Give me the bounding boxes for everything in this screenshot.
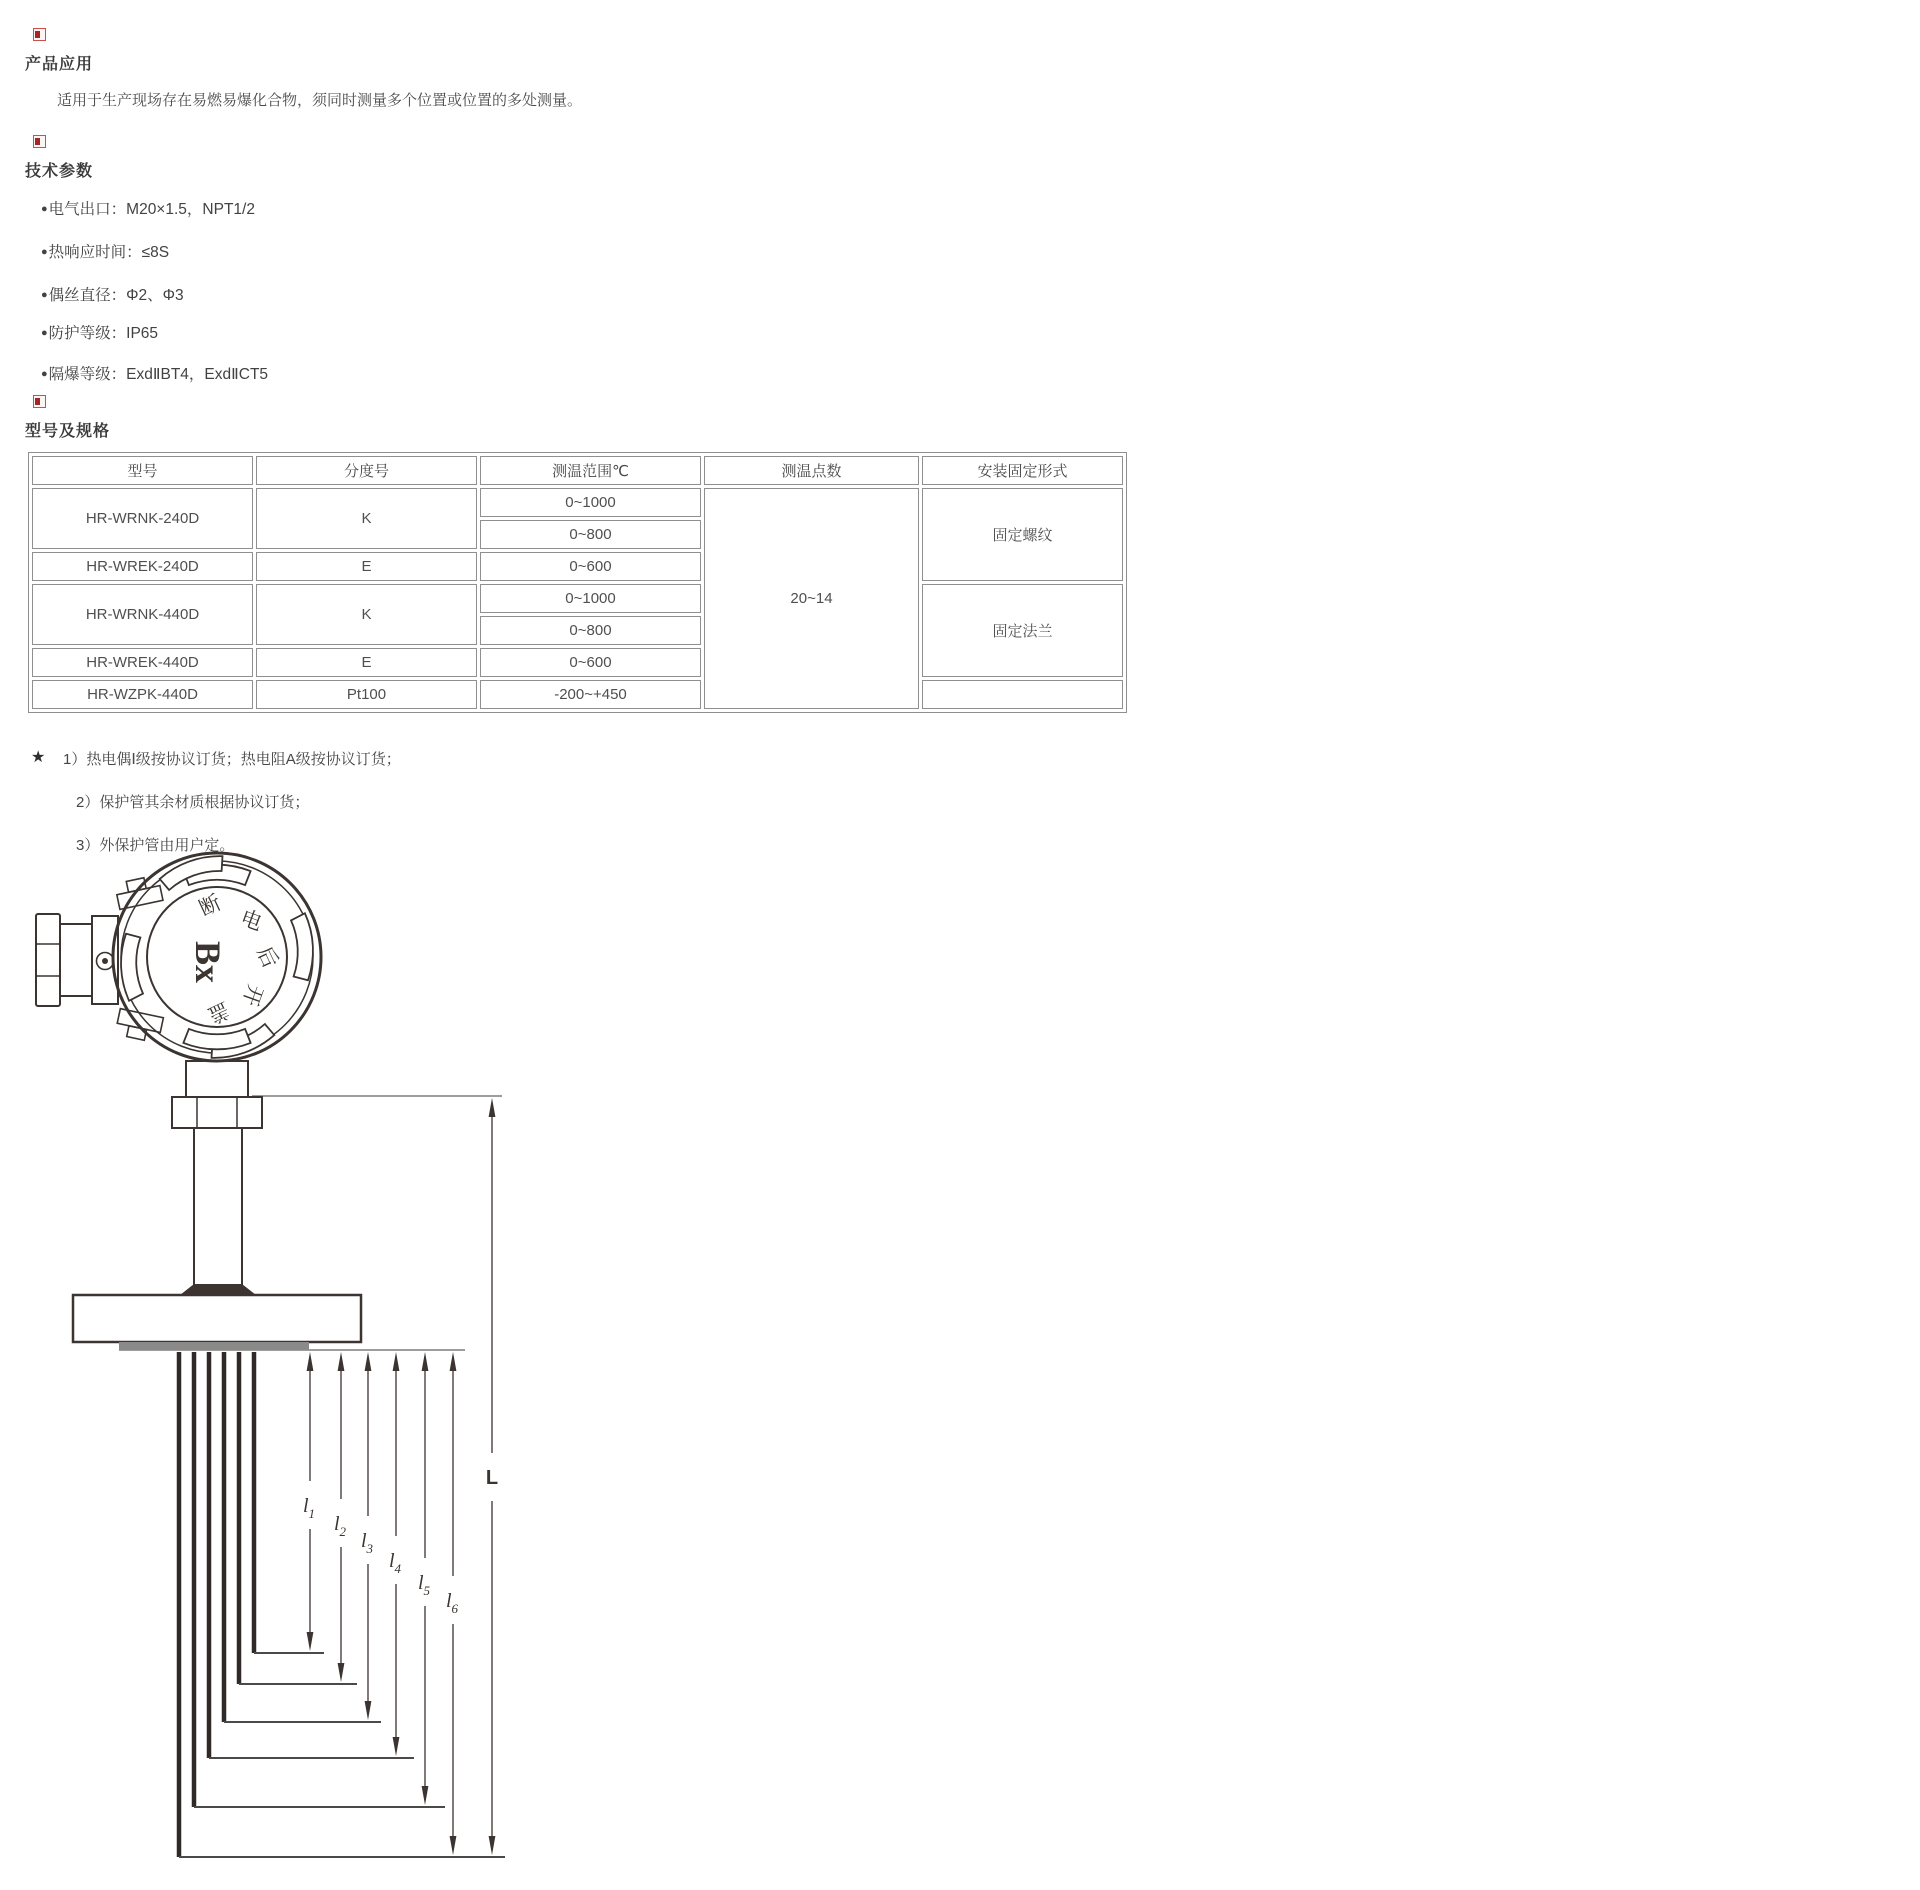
weld-fillet — [180, 1284, 256, 1295]
cell-graduation: K — [256, 488, 477, 549]
dim-label: $l_1$ — [302, 1495, 316, 1521]
cell-range: 0~600 — [480, 552, 701, 581]
param-text: 热响应时间：≤8S — [48, 244, 170, 261]
table-header-row — [32, 456, 1123, 485]
total-length-label: L — [485, 1467, 499, 1489]
param-item — [41, 197, 255, 219]
col-header-graduation: 分度号 — [256, 456, 477, 485]
cell-graduation: E — [256, 552, 477, 581]
param-item — [41, 362, 268, 384]
bullet-icon: ● — [41, 327, 48, 339]
param-text: 防护等级：IP65 — [48, 325, 159, 342]
cell-mount: 固定法兰 — [922, 584, 1123, 677]
param-item — [41, 283, 184, 305]
note-line: 2）保护管其余材质根据协议订货； — [76, 794, 310, 811]
col-header-points: 测温点数 — [704, 456, 919, 485]
cell-points: 20~14 — [704, 488, 919, 709]
probe-tip-lines — [179, 1653, 505, 1857]
cell-graduation: E — [256, 648, 477, 677]
cell-range: 0~600 — [480, 648, 701, 677]
star-icon: ★ — [31, 749, 46, 766]
cell-graduation: Pt100 — [256, 680, 477, 709]
svg-text:盖: 盖 — [204, 997, 234, 1027]
spec-table — [28, 452, 1127, 713]
cell-range: 0~1000 — [480, 488, 701, 517]
cell-mount-empty — [922, 680, 1123, 709]
dim-label: $l_5$ — [417, 1572, 431, 1598]
cell-model: HR-WZPK-440D — [32, 680, 253, 709]
cell-model: HR-WREK-240D — [32, 552, 253, 581]
section-marker-icon — [33, 395, 46, 408]
svg-text:断: 断 — [195, 891, 225, 921]
param-text: 电气出口：M20×1.5，NPT1/2 — [48, 201, 255, 218]
mounting-flange — [73, 1295, 361, 1342]
col-header-model: 型号 — [32, 456, 253, 485]
param-text: 偶丝直径：Φ2、Φ3 — [48, 287, 184, 304]
cell-range: 0~800 — [480, 616, 701, 645]
cell-graduation: K — [256, 584, 477, 645]
probe-tubes — [179, 1352, 254, 1857]
cell-range: -200~+450 — [480, 680, 701, 709]
dimension-lines — [307, 1098, 499, 1855]
junction-box-head — [113, 853, 321, 1061]
section-marker-icon — [33, 135, 46, 148]
conduit-fitting — [36, 875, 163, 1043]
bullet-icon: ● — [41, 203, 48, 215]
section-marker-icon — [33, 28, 46, 41]
cell-mount: 固定螺纹 — [922, 488, 1123, 581]
note-line: 1）热电偶Ⅰ级按协议订货；热电阻A级按协议订货； — [63, 751, 401, 768]
cell-model: HR-WRNK-240D — [32, 488, 253, 549]
table-row — [32, 680, 1123, 709]
section-title-models: 型号及规格 — [25, 423, 111, 440]
svg-text:电: 电 — [237, 906, 266, 936]
section-title-application: 产品应用 — [25, 56, 94, 73]
bullet-icon: ● — [41, 246, 48, 258]
bullet-icon: ● — [41, 289, 48, 301]
neck-and-pipe — [172, 1061, 262, 1285]
dim-label: $l_6$ — [445, 1590, 459, 1616]
cell-range: 0~1000 — [480, 584, 701, 613]
dim-label: $l_3$ — [360, 1530, 374, 1556]
table-row — [32, 488, 1123, 517]
application-paragraph: 适用于生产现场存在易燃易爆化合物，须同时测量多个位置或位置的多处测量。 — [57, 92, 583, 109]
svg-text:后: 后 — [252, 942, 282, 972]
note-line: 3）外保护管由用户定。 — [76, 837, 235, 854]
cell-model: HR-WREK-440D — [32, 648, 253, 677]
cell-model: HR-WRNK-440D — [32, 584, 253, 645]
flange-lip — [119, 1342, 309, 1350]
param-item — [41, 321, 158, 343]
col-header-range: 测温范围℃ — [480, 456, 701, 485]
col-header-mount: 安装固定形式 — [922, 456, 1123, 485]
thermocouple-diagram — [20, 840, 550, 1890]
svg-text:开: 开 — [237, 981, 267, 1010]
bx-marking: Bx — [188, 940, 228, 984]
cell-range: 0~800 — [480, 520, 701, 549]
bullet-icon: ● — [41, 368, 48, 380]
param-item — [41, 240, 169, 262]
dim-label: $l_4$ — [388, 1550, 402, 1576]
section-title-parameters: 技术参数 — [25, 163, 94, 180]
dim-label: $l_2$ — [333, 1513, 347, 1539]
table-row — [32, 584, 1123, 613]
param-text: 隔爆等级：ExdⅡBT4，ExdⅡCT5 — [48, 366, 269, 383]
dimension-labels — [303, 1467, 498, 1616]
